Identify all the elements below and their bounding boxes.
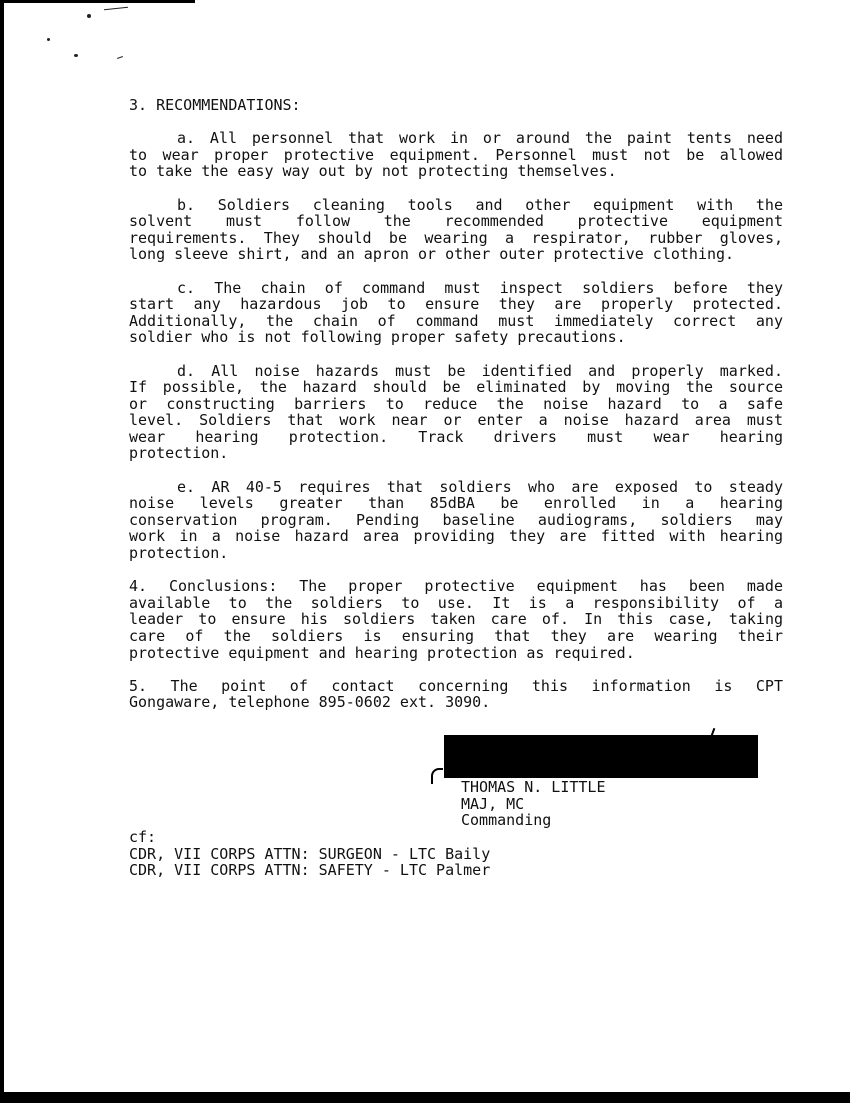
section-heading: 3. RECOMMENDATIONS:: [129, 96, 301, 114]
paragraph-3c: [129, 280, 783, 346]
signature-stroke: [431, 768, 443, 784]
scan-speck: [47, 38, 50, 41]
text-line: If possible, the hazard should be eliminated by moving the source: [129, 378, 783, 397]
copy-furnished-block: [129, 829, 490, 879]
scan-speck: [74, 54, 78, 57]
text-line: leader to ensure his soldiers taken care of. In this case, taking: [129, 610, 783, 629]
signatory-rank: MAJ, MC: [461, 794, 525, 813]
signature-redaction: [444, 735, 758, 778]
cc-label: cf:: [129, 828, 157, 846]
scan-edge-top: [0, 0, 195, 3]
text-line: Additionally, the chain of command must immediately correct any: [129, 311, 783, 330]
text-line: or constructing barriers to reduce the noise hazard to a safe: [129, 394, 783, 413]
text-line: wear hearing protection. Track drivers must wear hearing: [129, 427, 783, 446]
text-line: e. AR 40-5 requires that soldiers who are exposed to steady: [177, 477, 783, 496]
text-line: long sleeve shirt, and an apron or other outer protective clothing.: [129, 245, 735, 264]
text-line: level. Soldiers that work near or enter a noise hazard area must: [129, 411, 783, 430]
text-line: to wear proper protective equipment. Personnel must not be allowed: [129, 145, 783, 164]
text-line: d. All noise hazards must be identified and properly marked.: [177, 361, 783, 380]
scan-mark: [117, 56, 123, 59]
text-line: requirements. They should be wearing a respirator, rubber gloves,: [129, 228, 783, 247]
scan-edge-bottom: [0, 1092, 850, 1103]
text-line: a. All personnel that work in or around the paint tents need: [177, 129, 783, 148]
text-line: conservation program. Pending baseline audiograms, soldiers may: [129, 510, 783, 529]
text-line: work in a noise hazard area providing they are fitted with hearing: [129, 527, 783, 546]
text-line: 4. Conclusions: The proper protective equipment has been made: [129, 577, 783, 596]
text-line: start any hazardous job to ensure they are properly protected.: [129, 295, 783, 314]
text-line: care of the soldiers is ensuring that they are wearing their: [129, 627, 783, 645]
cc-recipient: CDR, VII CORPS ATTN: SAFETY - LTC Palmer: [129, 861, 491, 880]
scan-speck: [87, 14, 91, 18]
text-line: available to the soldiers to use. It is a responsibility of a: [129, 593, 783, 612]
text-line: 5. The point of contact concerning this information is CPT: [129, 676, 783, 695]
cc-recipient: CDR, VII CORPS ATTN: SURGEON - LTC Baily: [129, 844, 491, 863]
signature-block: [461, 779, 606, 829]
paragraph-3d: [129, 363, 783, 463]
paragraph-4-conclusions: [129, 578, 783, 661]
signatory-name: THOMAS N. LITTLE: [461, 778, 606, 796]
text-line: to take the easy way out by not protecting themselves.: [129, 162, 617, 181]
document-body: [129, 97, 783, 711]
text-line: Gongaware, telephone 895-0602 ext. 3090.: [129, 693, 491, 712]
paragraph-3e: [129, 479, 783, 562]
text-line: b. Soldiers cleaning tools and other equipment with the: [177, 195, 783, 214]
text-line: solvent must follow the recommended protective equipment: [129, 212, 783, 231]
text-line: soldier who is not following proper safety precautions.: [129, 328, 626, 347]
paragraph-3a: [129, 130, 783, 180]
text-line: noise levels greater than 85dBA be enrolled in a hearing: [129, 494, 783, 513]
text-line: protection.: [129, 544, 229, 563]
scan-edge-left: [0, 0, 4, 1103]
text-line: c. The chain of command must inspect soldiers before they: [177, 278, 783, 297]
paragraph-5-contact: [129, 678, 783, 711]
text-line: protection.: [129, 444, 229, 463]
text-line: protective equipment and hearing protection as required.: [129, 643, 635, 662]
scan-mark: [104, 7, 128, 11]
signatory-title: Commanding: [461, 811, 552, 830]
paragraph-3b: [129, 197, 783, 263]
